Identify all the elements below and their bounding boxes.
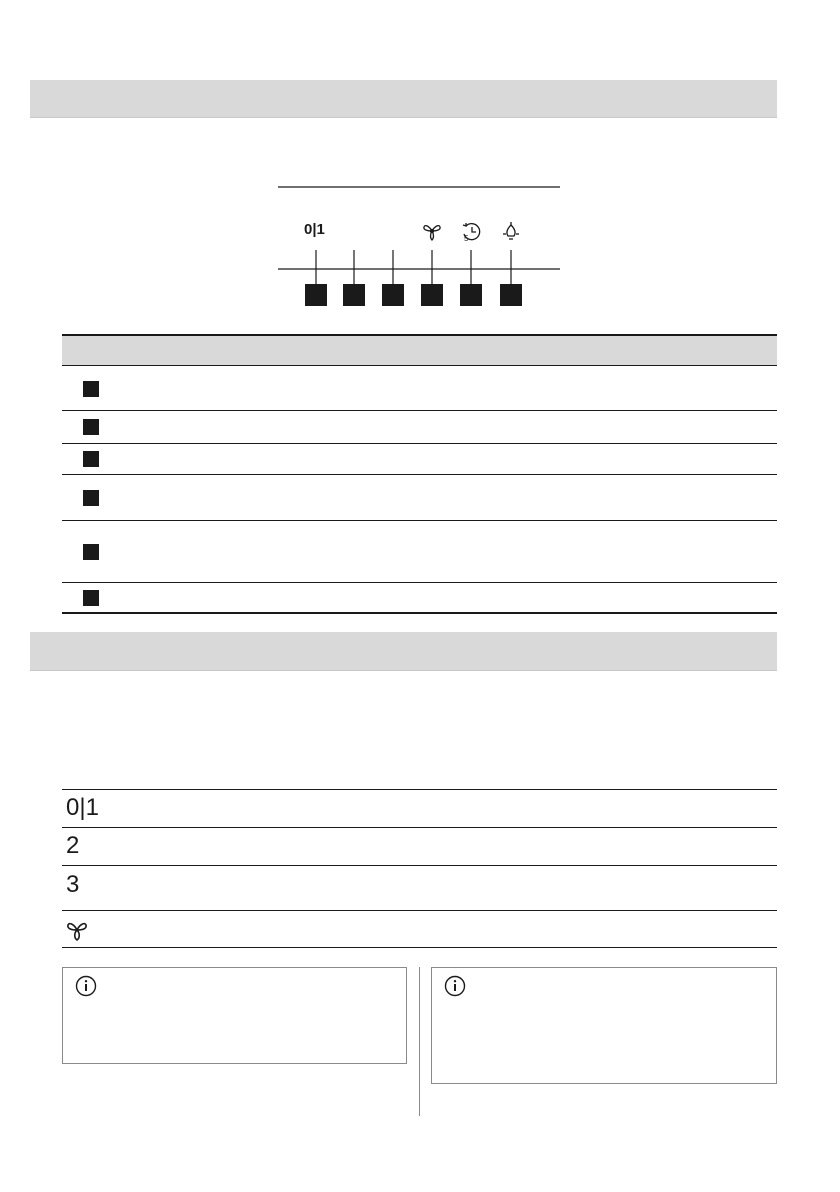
table-row bbox=[62, 365, 777, 411]
section-header-underline bbox=[30, 670, 777, 671]
control-panel-diagram bbox=[278, 186, 560, 310]
on-off-label: 0|1 bbox=[304, 221, 325, 238]
symbol-speed-2: 2 bbox=[66, 832, 80, 859]
symbols-table bbox=[62, 789, 777, 948]
info-note-box bbox=[62, 967, 407, 1064]
table-row bbox=[62, 521, 777, 583]
info-icon bbox=[444, 975, 466, 997]
section-header-underline bbox=[30, 117, 777, 118]
table-row bbox=[62, 444, 777, 475]
table-row bbox=[62, 827, 777, 865]
timer-digit: 5 bbox=[464, 234, 469, 243]
section-header-band bbox=[30, 80, 777, 117]
key-marker bbox=[83, 544, 99, 560]
symbol-speed-3: 3 bbox=[66, 871, 80, 898]
table-row bbox=[62, 583, 777, 614]
key-marker bbox=[83, 590, 99, 606]
key-marker bbox=[83, 381, 99, 397]
control-panel-table bbox=[62, 334, 777, 614]
table-row bbox=[62, 411, 777, 444]
table-row bbox=[62, 910, 777, 948]
fan-icon bbox=[66, 919, 88, 941]
info-note-box bbox=[431, 967, 777, 1084]
table-row bbox=[62, 865, 777, 910]
info-icon bbox=[75, 975, 97, 997]
key-marker bbox=[83, 451, 99, 467]
key-marker bbox=[83, 419, 99, 435]
table-header bbox=[62, 334, 777, 365]
table-row bbox=[62, 789, 777, 827]
key-marker bbox=[83, 490, 99, 506]
column-divider bbox=[419, 967, 420, 1116]
table-row bbox=[62, 475, 777, 521]
symbol-on-off: 0|1 bbox=[66, 794, 99, 821]
section-header-band bbox=[30, 632, 777, 670]
